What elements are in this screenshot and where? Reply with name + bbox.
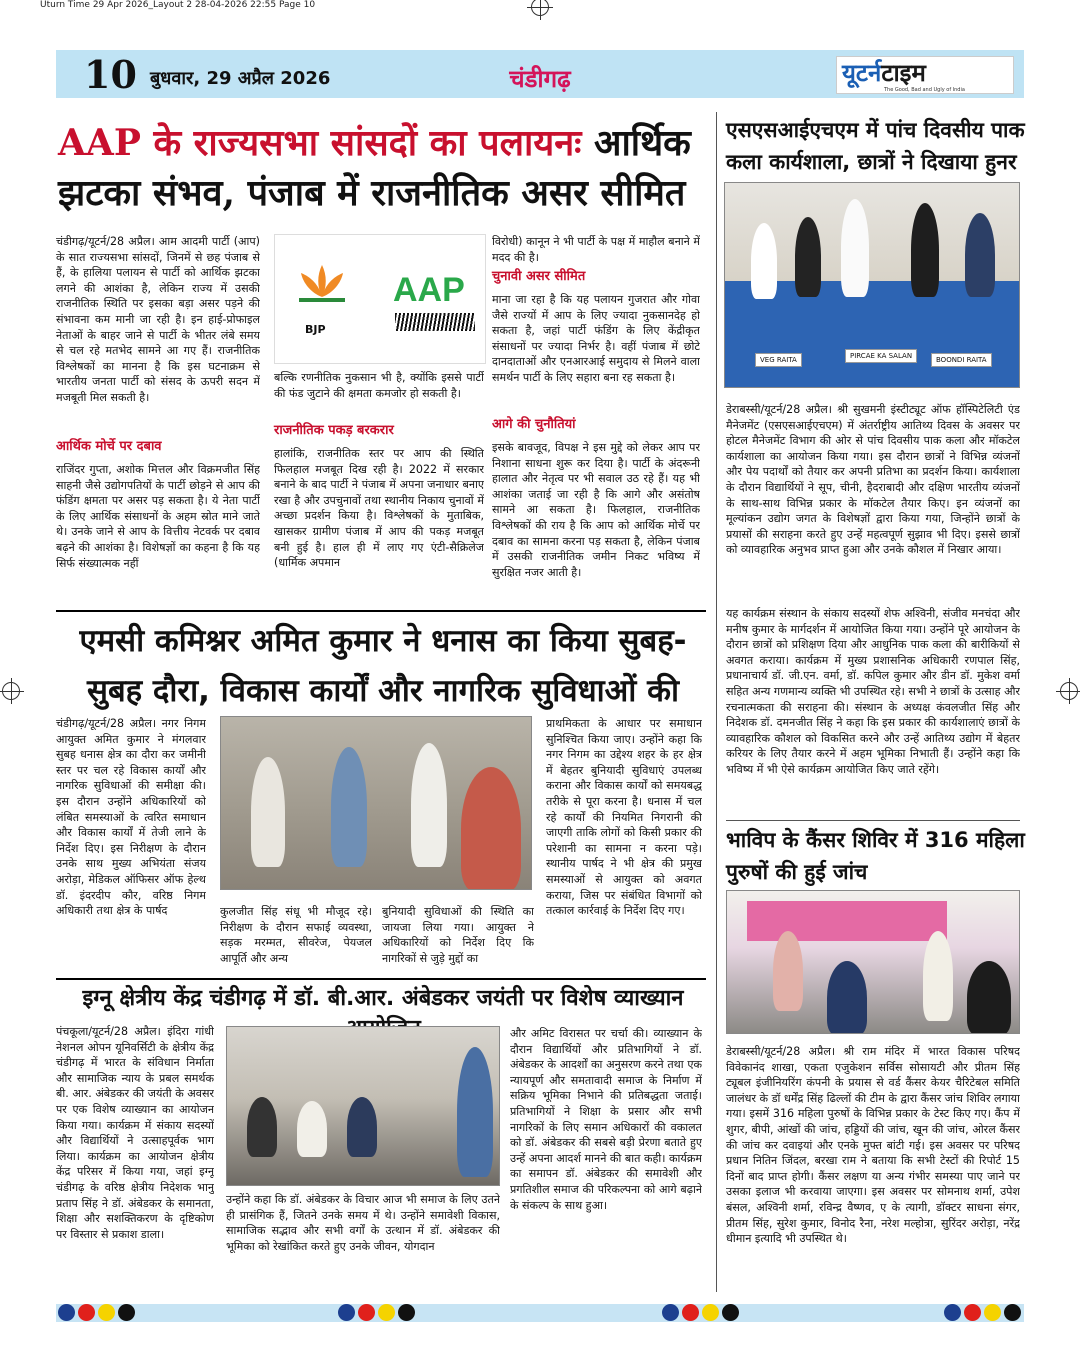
photo-person	[841, 199, 869, 297]
masthead-logo	[842, 56, 926, 89]
photo-person	[457, 1047, 493, 1177]
story3-headline: इग्नू क्षेत्रीय केंद्र चंडीगढ़ में डॉ. बी.आर. अंबेडकर जयंती पर विशेष व्याख्यान	[82, 986, 684, 1011]
aap-label: AAP	[393, 271, 465, 309]
dish-label-card: BOONDI RAITA	[931, 353, 992, 367]
story1-col3-p1: विरोधी) कानून ने भी पार्टी के पक्ष में माहौल बनाने में मदद की है।	[492, 235, 700, 264]
story1-col2-p1: बल्कि रणनीतिक नुकसान भी है, क्योंकि इससे पार्टी की फंड जुटाने की क्षमता कमजोर हो सकती है।	[274, 371, 484, 400]
story1-headline	[58, 118, 708, 218]
photo-person	[411, 743, 447, 867]
photo-person	[911, 203, 939, 297]
issue-date: बुधवार, 29 अप्रैल 2026	[150, 68, 331, 89]
top-registration-mark	[531, 0, 549, 16]
story4-bottom-rule	[726, 820, 1020, 821]
edition-city: चंडीगढ़	[509, 65, 571, 93]
dish-label-card: PIRCAE KA SALAN	[845, 349, 917, 363]
photo-person	[751, 223, 777, 299]
color-dot	[398, 1304, 415, 1321]
masthead-part-b: टाइम	[881, 58, 926, 87]
color-dot	[58, 1304, 75, 1321]
story2-col3: बुनियादी सुविधाओं की स्थिति का जायजा लिया गया। आयुक्त ने अधिकारियों को निर्देश दिए कि नागरिकों से जुड़े मुद्दों का	[382, 905, 534, 965]
broom-icon	[395, 313, 475, 331]
photo-person	[923, 931, 953, 1021]
bjp-label: BJP	[305, 323, 326, 336]
masthead-tagline: The Good, Bad and Ugly of India	[884, 87, 965, 93]
color-dot	[722, 1304, 739, 1321]
photo-person	[247, 1097, 277, 1157]
commissioner-visit-photo	[220, 716, 532, 890]
color-dot	[702, 1304, 719, 1321]
photo-banner	[747, 901, 947, 941]
culinary-workshop-photo	[724, 182, 1020, 388]
story3-col1: पंचकूला/यूटर्न/28 अप्रैल। इंदिरा गांधी नेशनल ओपन यूनिवर्सिटी के क्षेत्रीय केंद्र चंडीगढ़ में भारत के संविधान निर्माता और सामाजिक न्याय के प्रबल समर्थक बी. आर. अंबेडकर की जयंती के अवसर पर एक विशेष व्याख्यान का आयोजन किया गया। कार्यक्रम में संकाय सदस्यों और विद्यार्थियों ने उत्साहपूर्वक भाग लिया। कार्यक्रम का आयोजन क्षेत्रीय केंद्र परिसर में किया गया, जहां इग्नू चंडीगढ़ के वरिष्ठ क्षेत्रीय निदेशक भानु प्रताप सिंह ने डॉ. अंबेडकर के समानता, शिक्षा और सशक्तिकरण के दृष्टिकोण पर विस्तार से प्रकाश डाला।	[56, 1025, 214, 1241]
masthead-part-a: यूटर्न	[842, 58, 882, 87]
footer-dots-left	[58, 1304, 138, 1328]
footer-band	[56, 1304, 1024, 1322]
story5-body: डेराबस्सी/यूटर्न/28 अप्रैल। श्री राम मंदिर में भारत विकास परिषद विवेकानंद शाखा, एकता एजुकेशन सर्विस सोसायटी और प्रीतम सिंह ट्यूबल इंजीनियरिंग कंपनी के प्रयास से वर्ड कैंसर केयर चैरिटेबल समिति जालंधर के डॉ धर्मेंद्र सिंह ढिल्लों की टीम के द्वारा कैंसर जांच शिविर लगाया गया। इसमें 316 महिला पुरुषों के विभिन्न प्रकार के टेस्ट किए गए। कैंप में शुगर, बीपी, आंखों की जांच, हड्डियों की जांच, खून की जांच, ओरल कैंसर की जांच कर दवाइयां और एनके मुफ्त बांटी गई। इस अवसर पर परिषद प्रधान नितिन जिंदल, बरखा राम ने बताया कि सभी टेस्टों की रिपोर्ट 15 दिनों बाद प्राप्त होगी। कैंसर लक्षण या अन्य गंभीर समस्या पाए जाने पर उसका इलाज भी करवाया जाएगा। इस अवसर पर सोमनाथ शर्मा, उपेश बंसल, अश्विनी शर्मा, रविन्द्र वैष्णव, ए के त्यागी, डॉक्टर साधना संगर, प्रीतम सिंह, सुरेश कुमार, विनोद रैना, नरेश मल्होत्रा, सुरिंदर अरोड़ा, नरेंद्र धीमान इत्यादि भी उपस्थित थे।	[726, 1045, 1020, 1246]
story5-headline: भाविप के कैंसर शिविर में 316 महिला पुरुषों की हुई जांच	[726, 828, 1025, 884]
color-dot	[944, 1304, 961, 1321]
story2-col1: चंडीगढ़/यूटर्न/28 अप्रैल। नगर निगम आयुक्त अमित कुमार ने मंगलवार सुबह धनास क्षेत्र का दौरा कर जमीनी स्तर पर चल रहे विकास कार्यों और नागरिक सुविधाओं की समीक्षा की। इस दौरान उन्होंने अधिकारियों को लंबित समस्याओं के त्वरित समाधान और विकास कार्यों में तेजी लाने के निर्देश दिए। इस निरीक्षण के दौरान उनके साथ मुख्य अभियंता संजय अरोड़ा, मेडिकल ऑफिसर ऑफ हेल्थ डॉ. इंदरदीप कौर, वरिष्ठ निगम अधिकारी तथा क्षेत्र के पार्षद	[56, 717, 206, 918]
story1-subhead-4: आगे की चुनौतियां	[492, 417, 576, 432]
story2-headline-line1: एमसी कमिश्नर अमित कुमार ने धनास का किया सुबह-	[79, 623, 687, 659]
story1-col1-p1: चंडीगढ़/यूटर्न/28 अप्रैल। आम आदमी पार्टी (आप) के सात राज्यसभा सांसदों, जिनमें से छह पंजाब से हैं, के हालिया पलायन से पार्टी को आर्थिक झटका लगने की आशंका है, लेकिन राज्य में उसकी राजनीतिक स्थिति पर इसका बड़ा असर पड़ने की संभावना कम मानी जा रही है। इन हाई-प्रोफाइल नेताओं के बाहर जाने से पार्टी के भीतर लंबे समय से चल रहे मतभेद सामने आ गए हैं। राजनीतिक विश्लेषकों का मानना है कि इस घटनाक्रम से भारतीय जनता पार्टी को संसद के ऊपरी सदन में मजबूती मिल सकती है।	[56, 235, 260, 404]
photo-person	[795, 217, 821, 297]
photo-person	[967, 961, 1011, 1034]
footer-dots-center-right	[662, 1304, 742, 1328]
photo-person	[251, 757, 285, 867]
story4-headline: एसएसआईएचएम में पांच दिवसीय पाक कला कार्यशाला, छात्रों ने दिखाया हुनर	[726, 118, 1025, 174]
footer-dots-right	[944, 1304, 1024, 1328]
lotus-icon	[295, 263, 349, 303]
photo-person	[331, 747, 367, 867]
footer-dots-center-left	[338, 1304, 418, 1328]
right-registration-mark	[1060, 682, 1078, 700]
story1-bottom-rule	[56, 610, 706, 612]
photo-person	[965, 213, 995, 297]
story1-subhead-2: राजनीतिक पकड़ बरकरार	[274, 423, 394, 438]
story1-headline-red: AAP के राज्यसभा सांसदों का पलायनः	[58, 122, 582, 164]
color-dot	[338, 1304, 355, 1321]
color-dot	[118, 1304, 135, 1321]
story2-col2: कुलजीत सिंह संधू भी मौजूद रहे। निरीक्षण के दौरान सफाई व्यवस्था, सड़क मरम्मत, सीवरेज, पेयजल आपूर्ति और अन्य	[220, 905, 372, 965]
photo-person	[461, 767, 521, 890]
color-dot	[1004, 1304, 1021, 1321]
photo-person	[773, 931, 803, 1011]
story1-col3-p2: माना जा रहा है कि यह पलायन गुजरात और गोवा जैसे राज्यों में आप के लिए ज्यादा नुकसानदेह हो सकता है, जहां पार्टी फंडिंग के लिए केंद्रीकृत संसाधनों पर ज्यादा निर्भर है। वहीं पंजाब में छोटे दानदाताओं और एनआरआई समुदाय से मिलने वाला समर्थन पार्टी के लिए सहारा बना रह सकता है।	[492, 293, 700, 384]
photo-person	[347, 1097, 377, 1157]
story3-col3: और अमिट विरासत पर चर्चा की। व्याख्यान के दौरान विद्यार्थियों और प्रतिभागियों ने डॉ. अंबेडकर के आदर्शों का अनुसरण करने तथा एक न्यायपूर्ण और समतावादी समाज के निर्माण में सक्रिय भूमिका निभाने की प्रतिबद्धता जताई। प्रतिभागियों ने शिक्षा के प्रसार और सभी नागरिकों के लिए समान अधिकारों की वकालत को डॉ. अंबेडकर की सबसे बड़ी प्रेरणा बताते हुए उन्हें अपना आदर्श मानने की बात कही। कार्यक्रम का समापन डॉ. अंबेडकर की समावेशी और प्रगतिशील समाज की परिकल्पना को आगे बढ़ाने के संकल्प के साथ हुआ।	[510, 1027, 702, 1212]
story1-subhead-3: चुनावी असर सीमित	[492, 269, 586, 284]
story1-headline-black: आर्थिक झटका संभव, पंजाब में राजनीतिक असर सीमित	[58, 122, 691, 214]
dish-label-card: VEG RAITA	[755, 353, 802, 367]
cancer-camp-photo	[726, 890, 1020, 1034]
color-dot	[984, 1304, 1001, 1321]
print-slug: Uturn Time 29 Apr 2026_Layout 2 28-04-2026 22:55 Page 10	[40, 0, 316, 10]
story1-subhead-1: आर्थिक मोर्चे पर दबाव	[56, 439, 162, 454]
color-dot	[98, 1304, 115, 1321]
ignou-lecture-photo	[226, 1026, 500, 1186]
story4-body-p1: डेराबस्सी/यूटर्न/28 अप्रैल। श्री सुखमनी इंस्टीट्यूट ऑफ हॉस्पिटेलिटी एंड मैनेजमेंट (एसएसआईएचएम) में अंतर्राष्ट्रीय आतिथ्य दिवस के अवसर पर होटल मैनेजमेंट विभाग की ओर से पांच दिवसीय पाक कला और मॉकटेल कार्यशाला का आयोजन किया गया। इस दौरान छात्रों ने विभिन्न व्यंजनों और पेय पदार्थों को तैयार कर अपनी प्रतिभा का प्रदर्शन किया। कार्यशाला के दौरान विद्यार्थियों ने सूप, चीनी, हैदराबादी और दक्षिण भारतीय व्यंजनों के साथ-साथ विभिन्न प्रकार के मॉकटेल तैयार किए। इन व्यंजनों का मूल्यांकन उद्योग जगत के विशेषज्ञों द्वारा किया गया, जिन्होंने छात्रों के प्रयासों की सराहना करते हुए उन्हें महत्वपूर्ण सुझाव भी दिए। इससे छात्रों को व्यावहारिक अनुभव प्राप्त हुआ और उनके कौशल में निखार आया।	[726, 403, 1020, 557]
story2-headline-line2: सुबह दौरा, विकास कार्यों और नागरिक सुविधाओं की	[87, 673, 679, 709]
story1-col2-p2: हालांकि, राजनीतिक स्तर पर आप की स्थिति फिलहाल मजबूत दिख रही है। 2022 में सरकार बनाने के बाद पार्टी ने पंजाब में अपना जनाधार बनाए रखा है और उपचुनावों तथा स्थानीय निकाय चुनावों में अच्छा प्रदर्शन किया है। विश्लेषकों के मुताबिक, खासकर ग्रामीण पंजाब में आप की पकड़ मजबूत बनी हुई है। हाल ही में लाए गए एंटी-सैक्रिलेज (धार्मिक अपमान	[274, 447, 484, 570]
photo-person	[827, 961, 867, 1034]
page-number: 10	[84, 52, 137, 97]
story2-col4: प्राथमिकता के आधार पर समाधान सुनिश्चित किया जाए। उन्होंने कहा कि नगर निगम का उद्देश्य शहर के हर क्षेत्र में बेहतर बुनियादी सुविधाएं उपलब्ध कराना और विकास कार्यों को समयबद्ध तरीके से पूरा करना है। धनास में चल रहे कार्यों की नियमित निगरानी की जाएगी ताकि लोगों को किसी प्रकार की परेशानी का सामना न करना पड़े। स्थानीय पार्षद ने भी क्षेत्र की प्रमुख समस्याओं से आयुक्त को अवगत कराया, जिस पर संबंधित विभागों को तत्काल कार्रवाई के निर्देश दिए गए।	[546, 717, 702, 918]
color-dot	[964, 1304, 981, 1321]
left-registration-mark	[2, 682, 20, 700]
story1-col1-p2: राजिंदर गुप्ता, अशोक मित्तल और विक्रमजीत सिंह साहनी जैसे उद्योगपतियों के पार्टी छोड़ने से आप की फंडिंग क्षमता पर असर पड़ सकता है। ये नेता पार्टी के लिए आर्थिक संसाधनों के अहम स्रोत माने जाते थे। उनके जाने से आप के वित्तीय नेटवर्क पर दबाव बढ़ने की आशंका है। विशेषज्ञों का कहना है कि यह सिर्फ संख्यात्मक नहीं	[56, 463, 260, 570]
party-logos-image	[274, 234, 486, 364]
photo-person	[297, 1101, 327, 1157]
story3-col2: उन्होंने कहा कि डॉ. अंबेडकर के विचार आज भी समाज के लिए उतने ही प्रासंगिक हैं, जितने उनके समय में थे। उन्होंने समावेशी विकास, सामाजिक सद्भाव और सभी वर्गों के उत्थान में डॉ. अंबेडकर की भूमिका को रेखांकित करते हुए उनके जीवन, योगदान	[226, 1193, 500, 1253]
story4-body-p2: यह कार्यक्रम संस्थान के संकाय सदस्यों शेफ अश्विनी, संजीव मनचंदा और मनीष कुमार के मार्गदर्शन में आयोजित किया गया। उन्होंने पूरे आयोजन के दौरान छात्रों को प्रशिक्षण दिया और आधुनिक पाक कला की बारीकियों से अवगत कराया। कार्यक्रम में मुख्य प्रशासनिक अधिकारी रणपाल सिंह, प्रधानाचार्य डॉ. जी.एन. वर्मा, डॉ. कपिल कुमार और डीन डॉ. मुकेश वर्मा सहित अन्य गणमान्य व्यक्ति भी उपस्थित रहे। सभी ने छात्रों के उत्साह और रचनात्मकता की सराहना की। संस्थान के अध्यक्ष कंवलजीत सिंह और निदेशक डॉ. दमनजीत सिंह ने कहा कि इस प्रकार की कार्यशालाएं छात्रों के व्यावहारिक कौशल को विकसित करने और उन्हें आतिथ्य उद्योग में बेहतर करियर के लिए तैयार करने में अहम भूमिका निभाती हैं। उन्होंने कहा कि भविष्य में भी ऐसे कार्यक्रम आयोजित किए जाते रहेंगे।	[726, 607, 1020, 776]
column-divider	[716, 112, 717, 1292]
color-dot	[662, 1304, 679, 1321]
color-dot	[682, 1304, 699, 1321]
color-dot	[378, 1304, 395, 1321]
story1-col3-p3: इसके बावजूद, विपक्ष ने इस मुद्दे को लेकर आप पर निशाना साधना शुरू कर दिया है। पार्टी के अंदरूनी हालात और नेतृत्व पर भी सवाल उठ रहे हैं। यह भी आशंका जताई जा रही है कि आगे और असंतोष सामने आ सकता है। फिलहाल, राजनीतिक विश्लेषकों की राय है कि आप को आर्थिक मोर्चे पर दबाव का सामना करना पड़ सकता है, लेकिन पंजाब में उसकी राजनीतिक जमीन निकट भविष्य में सुरक्षित नजर आती है।	[492, 441, 700, 579]
color-dot	[358, 1304, 375, 1321]
color-dot	[78, 1304, 95, 1321]
story2-bottom-rule	[56, 978, 706, 980]
